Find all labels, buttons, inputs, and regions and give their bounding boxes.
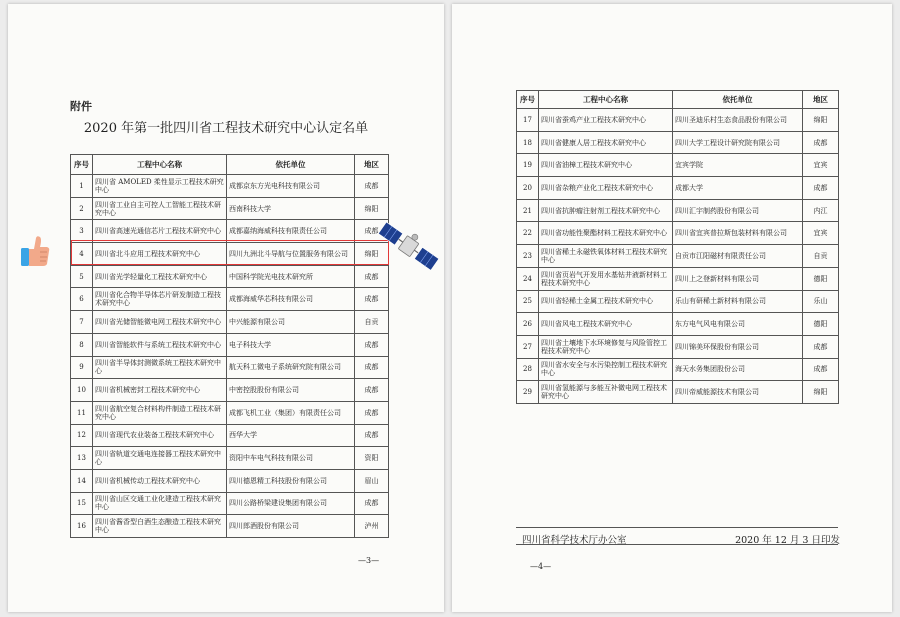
- cell-center-name: 四川省机械传动工程技术研究中心: [93, 469, 227, 492]
- table-row: [517, 199, 839, 222]
- cell-area: 成都: [355, 401, 389, 424]
- page-number: —4—: [530, 562, 552, 571]
- cell-host-unit: 四川九洲北斗导航与位置服务有限公司: [227, 243, 355, 266]
- cell-no: 11: [71, 401, 93, 424]
- cell-no: 16: [71, 515, 93, 538]
- cell-area: 德阳: [803, 267, 839, 290]
- cell-host-unit: 中国科学院光电技术研究所: [227, 265, 355, 288]
- cell-center-name: 四川省高速光通信芯片工程技术研究中心: [93, 220, 227, 243]
- cell-center-name: 四川省智能软件与系统工程技术研究中心: [93, 333, 227, 356]
- cell-no: 25: [517, 290, 539, 313]
- cell-center-name: 四川省光储智能微电网工程技术研究中心: [93, 311, 227, 334]
- table-row: [71, 515, 389, 538]
- cell-host-unit: 四川省宜宾普拉斯包装材料有限公司: [673, 222, 803, 245]
- table-header-row: [71, 155, 389, 175]
- cell-no: 20: [517, 177, 539, 200]
- header-area: 地区: [355, 155, 389, 175]
- cell-center-name: 四川省氢能源与多能互补微电网工程技术研究中心: [539, 381, 673, 404]
- cell-no: 15: [71, 492, 93, 515]
- cell-area: 德阳: [803, 313, 839, 336]
- header-no: 序号: [517, 91, 539, 109]
- header-center-name: 工程中心名称: [93, 155, 227, 175]
- cell-no: 29: [517, 381, 539, 404]
- cell-host-unit: 四川上之登新材料有限公司: [673, 267, 803, 290]
- table-row: [71, 311, 389, 334]
- cell-no: 5: [71, 265, 93, 288]
- cell-center-name: 四川省稀土永磁铁氧体材料工程技术研究中心: [539, 245, 673, 268]
- table-row: [71, 333, 389, 356]
- cell-no: 8: [71, 333, 93, 356]
- cell-host-unit: 四川汇宇制药股份有限公司: [673, 199, 803, 222]
- cell-area: 成都: [355, 220, 389, 243]
- center-list-table-right: [516, 90, 839, 404]
- cell-host-unit: 成都海威华芯科技有限公司: [227, 288, 355, 311]
- cell-host-unit: 成都嘉纳海威科技有限责任公司: [227, 220, 355, 243]
- header-host-unit: 依托单位: [673, 91, 803, 109]
- cell-host-unit: 中兴能源有限公司: [227, 311, 355, 334]
- cell-host-unit: 四川圣迪乐村生态食品股份有限公司: [673, 109, 803, 132]
- cell-host-unit: 成都飞机工业（集团）有限责任公司: [227, 401, 355, 424]
- cell-host-unit: 航天科工微电子系统研究院有限公司: [227, 356, 355, 379]
- cell-center-name: 四川省蚕鸡产业工程技术研究中心: [539, 109, 673, 132]
- cell-no: 24: [517, 267, 539, 290]
- header-area: 地区: [803, 91, 839, 109]
- table-row: [517, 222, 839, 245]
- cell-center-name: 四川省页岩气开发用水基钻井液新材料工程技术研究中心: [539, 267, 673, 290]
- cell-host-unit: 东方电气风电有限公司: [673, 313, 803, 336]
- cell-host-unit: 宜宾学院: [673, 154, 803, 177]
- cell-no: 28: [517, 358, 539, 381]
- cell-no: 27: [517, 335, 539, 358]
- table-row: [517, 109, 839, 132]
- footer-rule-top: [516, 527, 838, 528]
- cell-host-unit: 四川大学工程设计研究院有限公司: [673, 131, 803, 154]
- cell-no: 10: [71, 379, 93, 402]
- cell-area: 自贡: [355, 311, 389, 334]
- cell-center-name: 四川省光学轻量化工程技术研究中心: [93, 265, 227, 288]
- document-page-left: [8, 4, 444, 612]
- table-body-left: [71, 175, 389, 538]
- table-row: [71, 175, 389, 198]
- center-list-table-left: [70, 154, 389, 538]
- table-row: [517, 381, 839, 404]
- cell-no: 18: [517, 131, 539, 154]
- table-row: [71, 469, 389, 492]
- table-row: [71, 356, 389, 379]
- cell-host-unit: 西南科技大学: [227, 197, 355, 220]
- cell-no: 9: [71, 356, 93, 379]
- thumbs-up-icon: [20, 234, 50, 268]
- cell-host-unit: 乐山有研稀土新材料有限公司: [673, 290, 803, 313]
- cell-area: 宜宾: [803, 222, 839, 245]
- table-row: [517, 358, 839, 381]
- cell-area: 内江: [803, 199, 839, 222]
- cell-center-name: 四川省化合物半导体芯片研发制造工程技术研究中心: [93, 288, 227, 311]
- cell-area: 绵阳: [355, 243, 389, 266]
- cell-center-name: 四川省航空复合材料构件制造工程技术研究中心: [93, 401, 227, 424]
- header-center-name: 工程中心名称: [539, 91, 673, 109]
- cell-no: 19: [517, 154, 539, 177]
- cell-area: 成都: [355, 492, 389, 515]
- cell-host-unit: 西华大学: [227, 424, 355, 447]
- cell-area: 成都: [355, 265, 389, 288]
- table-row: [71, 288, 389, 311]
- footer-office: 四川省科学技术厅办公室: [522, 535, 627, 546]
- table-row: [71, 243, 389, 266]
- cell-host-unit: 四川公路桥梁建设集团有限公司: [227, 492, 355, 515]
- annex-label: 附件: [70, 100, 92, 113]
- table-header-row: [517, 91, 839, 109]
- table-row: [517, 131, 839, 154]
- document-title: 2020 年第一批四川省工程技术研究中心认定名单: [83, 121, 369, 136]
- table-body-right: [517, 109, 839, 404]
- table-row: [517, 267, 839, 290]
- header-host-unit: 依托单位: [227, 155, 355, 175]
- cell-center-name: 四川省轨道交通电连接器工程技术研究中心: [93, 447, 227, 470]
- cell-no: 13: [71, 447, 93, 470]
- cell-no: 12: [71, 424, 93, 447]
- cell-center-name: 四川省工业自主可控人工智能工程技术研究中心: [93, 197, 227, 220]
- table-row: [517, 335, 839, 358]
- cell-center-name: 四川省油樟工程技术研究中心: [539, 154, 673, 177]
- cell-center-name: 四川省土壤地下水环境修复与风险管控工程技术研究中心: [539, 335, 673, 358]
- cell-no: 23: [517, 245, 539, 268]
- table-row: [517, 313, 839, 336]
- footer-date: 2020 年 12 月 3 日印发: [735, 535, 840, 546]
- cell-area: 泸州: [355, 515, 389, 538]
- cell-center-name: 四川省水安全与水污染控制工程技术研究中心: [539, 358, 673, 381]
- cell-host-unit: 四川帝威能源技术有限公司: [673, 381, 803, 404]
- table-row: [71, 197, 389, 220]
- cell-no: 17: [517, 109, 539, 132]
- table-row: [71, 424, 389, 447]
- cell-center-name: 四川省轻稀土金属工程技术研究中心: [539, 290, 673, 313]
- cell-area: 宜宾: [803, 154, 839, 177]
- cell-no: 6: [71, 288, 93, 311]
- cell-no: 1: [71, 175, 93, 198]
- page-number: —3—: [358, 556, 380, 565]
- cell-no: 2: [71, 197, 93, 220]
- cell-host-unit: 自贡市江阳磁材有限责任公司: [673, 245, 803, 268]
- table-row: [71, 401, 389, 424]
- cell-center-name: 四川省北斗应用工程技术研究中心: [93, 243, 227, 266]
- cell-area: 成都: [355, 379, 389, 402]
- cell-no: 26: [517, 313, 539, 336]
- cell-center-name: 四川省健康人居工程技术研究中心: [539, 131, 673, 154]
- cell-area: 自贡: [803, 245, 839, 268]
- cell-area: 乐山: [803, 290, 839, 313]
- cell-host-unit: 四川锦美环保股份有限公司: [673, 335, 803, 358]
- cell-center-name: 四川省酱香型白酒生态酿造工程技术研究中心: [93, 515, 227, 538]
- cell-host-unit: 海天水务集团股份公司: [673, 358, 803, 381]
- table-row: [71, 265, 389, 288]
- cell-center-name: 四川省风电工程技术研究中心: [539, 313, 673, 336]
- cell-no: 22: [517, 222, 539, 245]
- cell-no: 21: [517, 199, 539, 222]
- cell-area: 绵阳: [355, 197, 389, 220]
- cell-area: 成都: [355, 175, 389, 198]
- cell-area: 眉山: [355, 469, 389, 492]
- table-row: [71, 447, 389, 470]
- cell-area: 成都: [355, 333, 389, 356]
- table-row: [517, 154, 839, 177]
- header-no: 序号: [71, 155, 93, 175]
- cell-area: 成都: [803, 177, 839, 200]
- cell-area: 成都: [803, 335, 839, 358]
- cell-area: 成都: [355, 288, 389, 311]
- cell-host-unit: 资阳中车电气科技有限公司: [227, 447, 355, 470]
- cell-host-unit: 中密控股股份有限公司: [227, 379, 355, 402]
- cell-area: 成都: [803, 131, 839, 154]
- cell-center-name: 四川省山区交通工业化建造工程技术研究中心: [93, 492, 227, 515]
- cell-center-name: 四川省现代农业装备工程技术研究中心: [93, 424, 227, 447]
- cell-host-unit: 成都大学: [673, 177, 803, 200]
- table-row: [71, 379, 389, 402]
- cell-center-name: 四川省抗肿瘤注射剂工程技术研究中心: [539, 199, 673, 222]
- cell-area: 成都: [803, 358, 839, 381]
- table-row: [517, 290, 839, 313]
- cell-host-unit: 成都京东方光电科技有限公司: [227, 175, 355, 198]
- cell-host-unit: 四川德恩精工科技股份有限公司: [227, 469, 355, 492]
- cell-no: 3: [71, 220, 93, 243]
- cell-center-name: 四川省功能性聚酯材料工程技术研究中心: [539, 222, 673, 245]
- cell-host-unit: 电子科技大学: [227, 333, 355, 356]
- cell-no: 7: [71, 311, 93, 334]
- table-row: [71, 220, 389, 243]
- cell-area: 绵阳: [803, 381, 839, 404]
- cell-area: 绵阳: [803, 109, 839, 132]
- cell-area: 成都: [355, 424, 389, 447]
- table-row: [71, 492, 389, 515]
- cell-center-name: 四川省杂粮产业化工程技术研究中心: [539, 177, 673, 200]
- cell-center-name: 四川省半导体封测微系统工程技术研究中心: [93, 356, 227, 379]
- cell-center-name: 四川省机械密封工程技术研究中心: [93, 379, 227, 402]
- table-row: [517, 177, 839, 200]
- satellite-icon: [374, 218, 442, 276]
- footer-rule-bottom: [516, 544, 838, 545]
- cell-no: 14: [71, 469, 93, 492]
- cell-no: 4: [71, 243, 93, 266]
- cell-center-name: 四川省 AMOLED 柔性显示工程技术研究中心: [93, 175, 227, 198]
- document-page-right: [452, 4, 892, 612]
- cell-area: 成都: [355, 356, 389, 379]
- table-row: [517, 245, 839, 268]
- cell-area: 资阳: [355, 447, 389, 470]
- cell-host-unit: 四川郎酒股份有限公司: [227, 515, 355, 538]
